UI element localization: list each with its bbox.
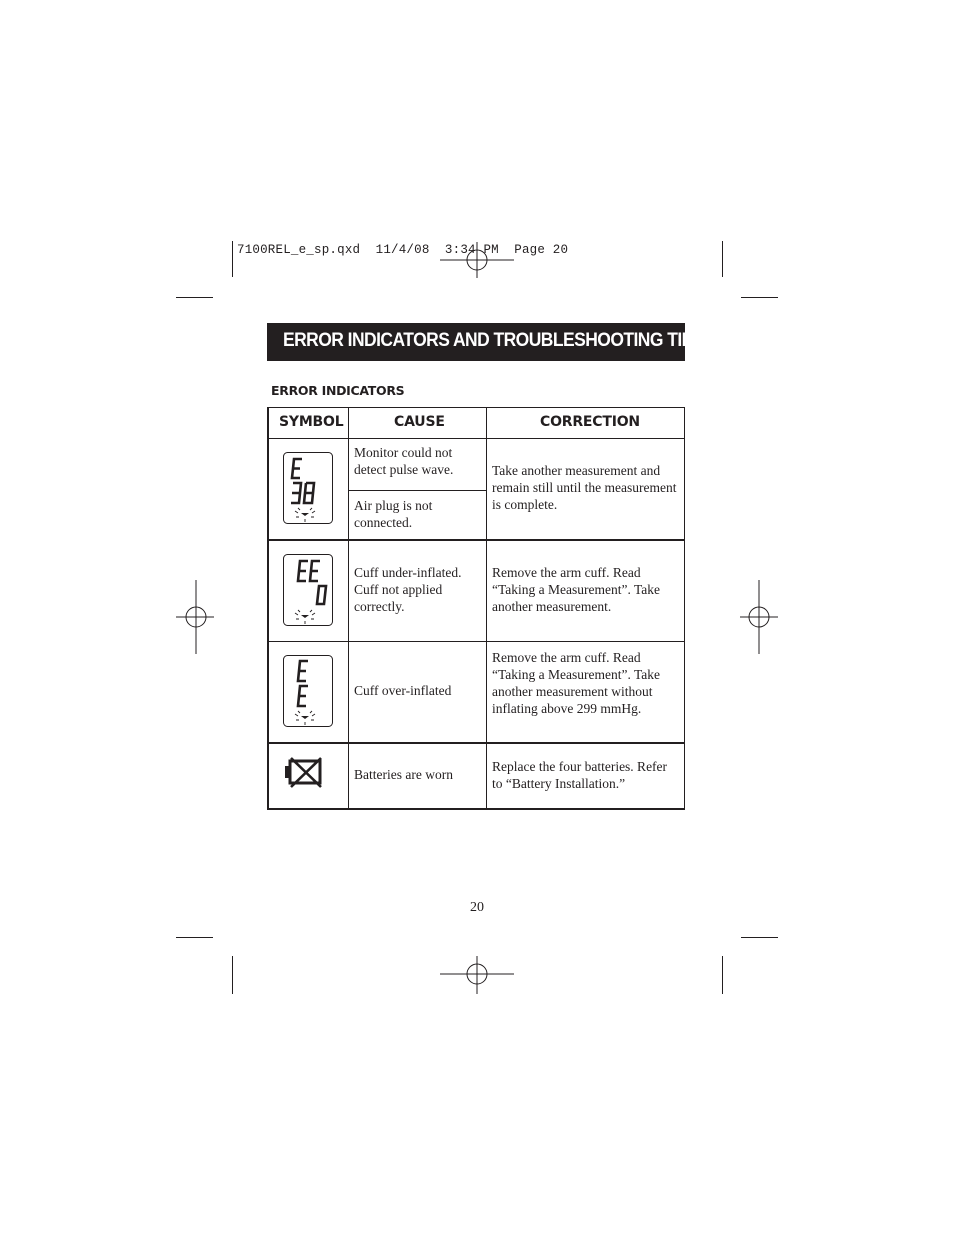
- crop-mark: [741, 297, 778, 298]
- cause-cell: Batteries are worn: [354, 767, 453, 782]
- crop-mark: [176, 297, 213, 298]
- table-border: [267, 641, 685, 642]
- correction-cell: Replace the four batteries. Refer to “Battery Installation.”: [492, 759, 668, 791]
- cause-cell: Air plug is not connected.: [354, 498, 433, 530]
- section-title: ERROR INDICATORS: [271, 383, 405, 398]
- table-border: [267, 742, 685, 744]
- cause-cell: Monitor could not detect pulse wave.: [354, 445, 454, 477]
- registration-mark-bottom: [440, 956, 514, 994]
- crop-mark: [722, 956, 723, 994]
- crop-mark: [722, 241, 723, 277]
- title-banner: [267, 323, 704, 361]
- lcd-error-ee-icon: [283, 655, 333, 728]
- file-slug: 7100REL_e_sp.qxd 11/4/08 3:34 PM Page 20: [237, 243, 569, 257]
- table-border: [267, 438, 685, 439]
- table-border: [684, 407, 685, 809]
- table-border: [348, 407, 349, 809]
- crop-mark: [232, 241, 233, 277]
- cause-cell: Cuff under-inflated. Cuff not applied correctly.: [354, 565, 462, 614]
- table-border: [267, 407, 685, 408]
- table-border: [486, 407, 487, 809]
- lcd-error-ee0-icon: [283, 554, 333, 627]
- crop-mark: [176, 937, 213, 938]
- lcd-error-e38-icon: [283, 452, 333, 525]
- table-border: [267, 539, 685, 541]
- header-cause: CAUSE: [394, 414, 445, 430]
- registration-mark-right: [740, 580, 778, 654]
- correction-cell: Remove the arm cuff. Read “Taking a Measurement”. Take another measurement without inflating above 299 mmHg.: [492, 650, 661, 716]
- cause-cell: Cuff over-inflated: [354, 683, 452, 698]
- page-number: 20: [470, 900, 484, 915]
- battery-crossed-icon: [285, 757, 325, 789]
- page-title: ERROR INDICATORS AND TROUBLESHOOTING TIPS: [283, 330, 704, 351]
- crop-mark: [741, 937, 778, 938]
- header-correction: CORRECTION: [540, 414, 640, 430]
- header-symbol: SYMBOL: [279, 414, 344, 430]
- crop-mark: [232, 956, 233, 994]
- registration-mark-left: [176, 580, 214, 654]
- correction-cell: Remove the arm cuff. Read “Taking a Measurement”. Take another measurement.: [492, 565, 661, 614]
- table-border: [348, 490, 486, 491]
- correction-cell: Take another measurement and remain still until the measurement is complete.: [492, 463, 677, 512]
- table-border: [267, 407, 269, 809]
- table-border: [267, 808, 685, 810]
